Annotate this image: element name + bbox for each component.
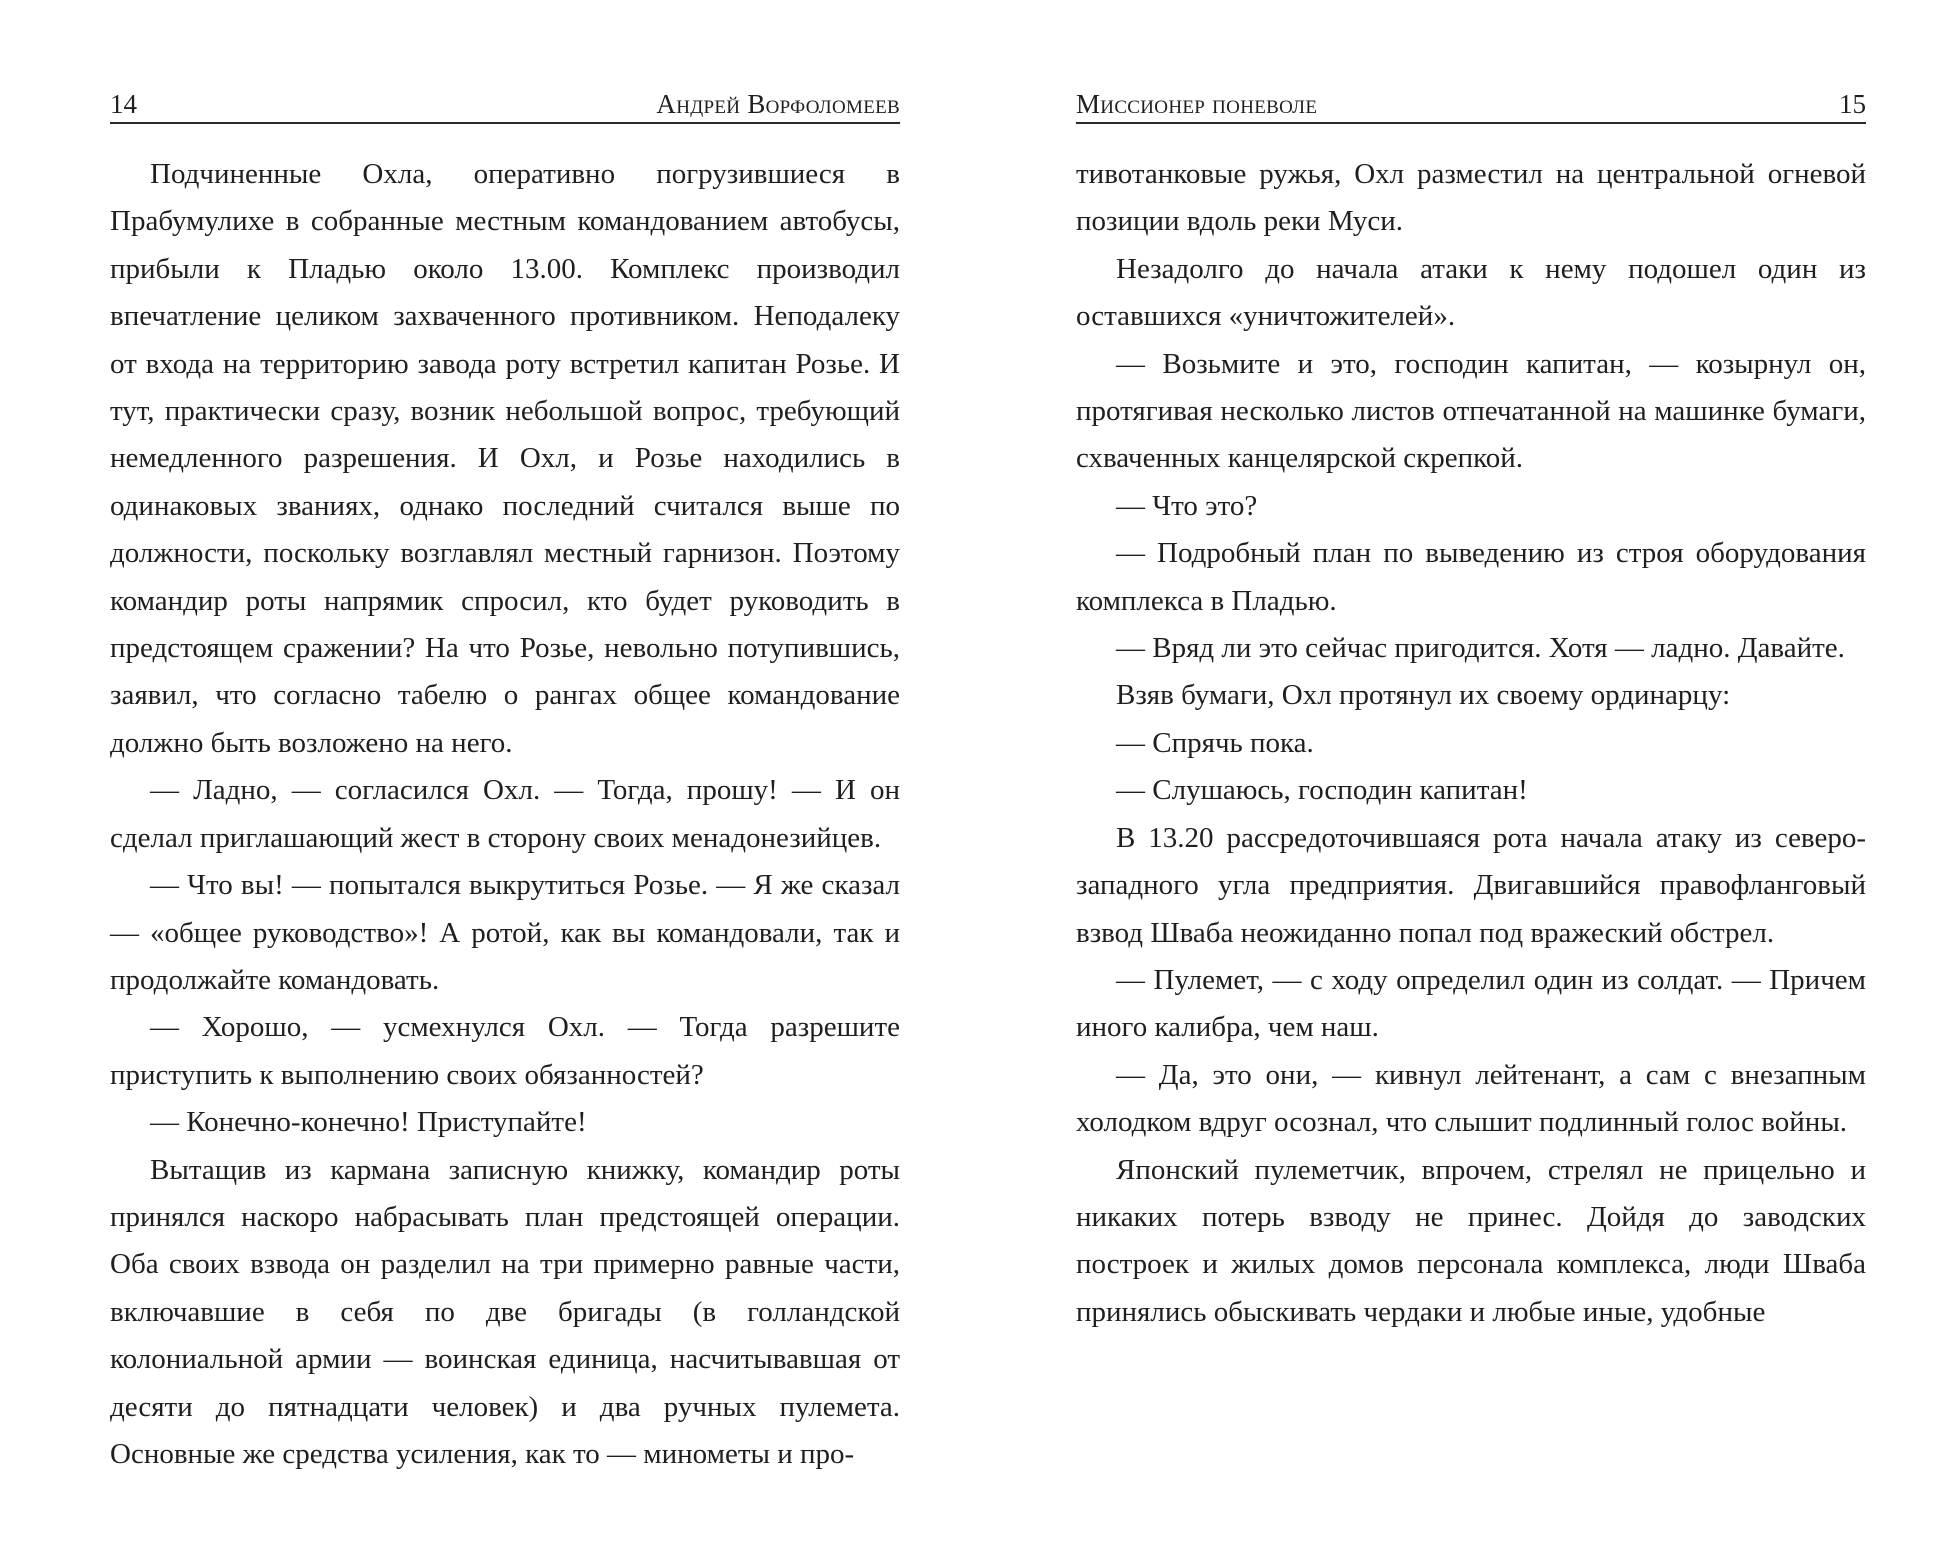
paragraph: — Пулемет, — с ходу определил один из солдат. — Причем иного калибра, чем наш. [1076,963,1866,1044]
paragraph: — Да, это они, — кивнул лейтенант, а сам с внезапным холодком вдруг осознал, что слышит подлинный голос войны. [1076,1058,1866,1139]
paragraph: Взяв бумаги, Охл протянул их своему ординарцу: [1116,679,1731,712]
paragraph: — Ладно, — согласился Охл. — Тогда, прошу! — И он сделал приглашающий жест в сторону своих менадонезийцев. [110,774,900,854]
paragraph: — Хорошо, — усмехнулся Охл. — Тогда разрешите приступить к выполнению своих обязанностей? [110,1011,900,1091]
paragraph: Подчиненные Охла, оперативно погрузившиеся в Прабумулихе в собранные местным командованием автобусы, прибыли к Пладью около 13.00. Комплекс производил впечатление целиком захваченного противником. Неподалеку от входа на территорию завода роту встретил капитан Розье. И тут, практически сразу, возник небольшой вопрос, требующий немедленного разрешения. И Охл, и Розье находились в одинаковых званиях, однако последний считался выше по должности, поскольку возглавлял местный гарнизон. Поэтому командир роты напрямик спросил, кто будет руководить в предстоящем сражении? На что Розье, невольно потупившись, заявил, что согласно табелю о рангах общее командование должно быть возложено на него. [110,158,900,759]
paragraph: — Конечно-конечно! Приступайте! [150,1106,587,1139]
paragraph: — Спрячь пока. [1116,726,1314,759]
left-page-header [110,86,900,124]
left-page-number: 14 [110,89,137,119]
paragraph: — Что вы! — попытался выкрутиться Розье. — Я же сказал — «общее руководство»! А ротой, как вы командовали, так и продолжайте командовать. [110,869,900,996]
paragraph: В 13.20 рассредоточившаяся рота начала атаку из северо-западного угла предприятия. Двигавшийся правофланговый взвод Шваба неожиданно попал под вражеский обстрел. [1076,821,1866,949]
paragraph: тивотанковые ружья, Охл разместил на центральной огневой позиции вдоль реки Муси. [1076,158,1866,238]
left-page-text [110,151,900,1478]
paragraph: Вытащив из кармана записную книжку, командир роты принялся наскоро набрасывать план предстоящей операции. Оба своих взвода он разделил на три примерно равные части, включавшие в себя по две бригады (в голландской колониальной армии — воинская единица, насчитывавшая от десяти до пятнадцати человек) и два ручных пулемета. Основные же средства усиления, как то — минометы и про- [110,1153,900,1470]
left-page [110,0,900,1552]
paragraph: — Вряд ли это сейчас пригодится. Хотя — ладно. Давайте. [1116,632,1845,665]
paragraph: — Слушаюсь, господин капитан! [1116,774,1528,807]
right-running-head: Миссионер поневоле [1076,89,1318,119]
right-page [1076,0,1866,1552]
paragraph: Японский пулеметчик, впрочем, стрелял не прицельно и никаких потерь взводу не принес. Дойдя до заводских построек и жилых домов персонала комплекса, люди Шваба принялись обыскивать чердаки и любые иные, удобные [1076,1153,1866,1328]
paragraph: Незадолго до начала атаки к нему подошел один из оставшихся «уничтожителей». [1076,252,1866,333]
right-page-text [1076,151,1866,1336]
right-page-header [1076,86,1866,124]
paragraph: — Подробный план по выведению из строя оборудования комплекса в Пладью. [1076,537,1866,617]
right-page-number: 15 [1839,89,1866,119]
paragraph: — Возьмите и это, господин капитан, — козырнул он, протягивая несколько листов отпечатанной на машинке бумаги, схваченных канцелярской скрепкой. [1076,347,1866,475]
paragraph: — Что это? [1116,489,1258,522]
left-running-head: Андрей Ворфоломеев [656,89,900,119]
